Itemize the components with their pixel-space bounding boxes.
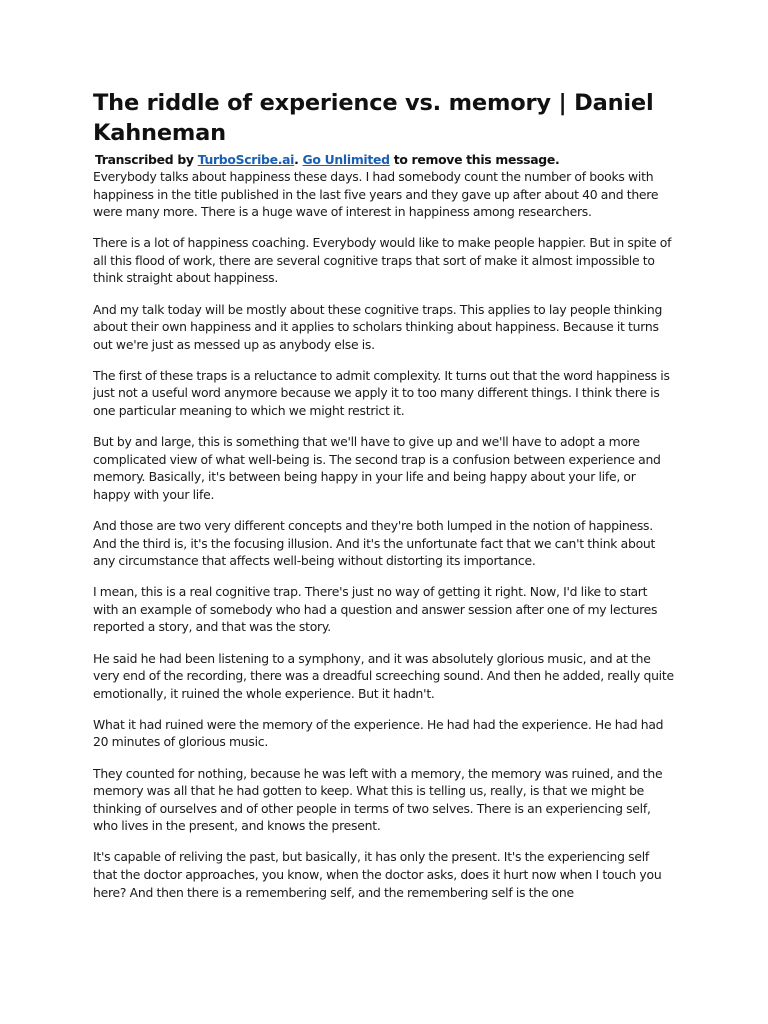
- turboscribe-link[interactable]: TurboScribe.ai: [197, 152, 295, 167]
- paragraph: And my talk today will be mostly about these cognitive traps. This applies to lay people thinking about their own happiness and it applies to scholars thinking about happiness. Because it turns out we're just as messed up as anybody else is.: [93, 301, 663, 352]
- banner-prefix: Transcribed by: [95, 152, 194, 167]
- paragraph: What it had ruined were the memory of the experience. He had had the experience. He had had 20 minutes of glorious music.: [93, 716, 664, 750]
- paragraph: I mean, this is a real cognitive trap. There's just no way of getting it right. Now, I'd like to start with an example of somebody who had a question and answer session after one of my lectures reported a story, and that was the story.: [93, 584, 658, 635]
- paragraph: It's capable of reliving the past, but basically, it has only the present. It's the experiencing self that the doctor approaches, you know, when the doctor asks, does it hurt now when I touch you here? And then there is a remembering self, and the remembering self is the one: [93, 849, 662, 900]
- paragraph: They counted for nothing, because he was left with a memory, the memory was ruined, and the memory was all that he had gotten to keep. What this is telling us, really, is that we might be thinking of ourselves and of other people in terms of two selves. There is an experiencing self, who lives in the present, and knows the present.: [93, 765, 663, 834]
- transcript-body: [93, 168, 675, 901]
- paragraph: There is a lot of happiness coaching. Everybody would like to make people happier. But in spite of all this flood of work, there are several cognitive traps that sort of make it almost impossible to think straight about happiness.: [93, 235, 672, 286]
- paragraph: The first of these traps is a reluctance to admit complexity. It turns out that the word happiness is just not a useful word anymore because we apply it to too many different things. I think there is one particular meaning to which we might restrict it.: [93, 367, 670, 419]
- document-title: The riddle of experience vs. memory | Daniel Kahneman: [93, 90, 654, 146]
- paragraph: But by and large, this is something that we'll have to give up and we'll have to adopt a more complicated view of what well-being is. The second trap is a confusion between experience and memory. Basically, it's between being happy in your life and being happy about your life, or happy with your life.: [93, 434, 661, 502]
- paragraph: He said he had been listening to a symphony, and it was absolutely glorious music, and at the very end of the recording, there was a dreadful screeching sound. And then he added, really quite emotionally, it ruined the whole experience. But it hadn't.: [93, 650, 674, 701]
- go-unlimited-link[interactable]: Go Unlimited: [302, 152, 390, 167]
- banner-separator: .: [294, 152, 299, 167]
- paragraph: Everybody talks about happiness these days. I had somebody count the number of books with happiness in the title published in the last five years and they gave up after about 40 and there were many more. There is a huge wave of interest in happiness among researchers.: [93, 169, 659, 220]
- paragraph: And those are two very different concepts and they're both lumped in the notion of happiness. And the third is, it's the focusing illusion. And it's the unfortunate fact that we can't think about any circumstance that affects well-being without distorting its importance.: [93, 518, 656, 569]
- transcription-banner: [95, 151, 675, 168]
- banner-suffix: to remove this message.: [393, 152, 560, 167]
